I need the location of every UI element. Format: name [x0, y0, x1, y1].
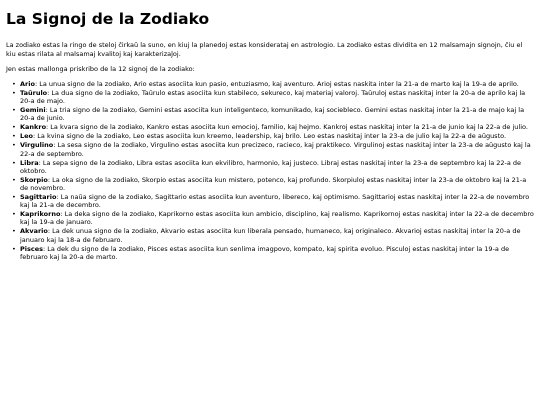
sign-name: Sagittario	[20, 193, 57, 202]
bullet-icon: •	[12, 123, 16, 132]
sign-name: Libra	[20, 158, 39, 167]
sign-description: : La sesa signo de la zodiako, Virgulino estas asociita kun precizeco, racieco, kaj praktikeco. Virgulinoj estas naskitaj inter la 23-a de aŭgusto kaj la 22-a de septembro.	[20, 141, 531, 158]
bullet-icon: •	[12, 132, 16, 141]
list-item	[12, 227, 534, 244]
sign-description: : La unua signo de la zodiako, Ario estas asociita kun pasio, entuziasmo, kaj aventuro. Arioj estas naskita inter la 21-a de marto kaj la 19-a de aprilo.	[34, 80, 519, 88]
list-item	[12, 80, 534, 88]
page-title: La Signoj de la Zodiako	[6, 10, 210, 28]
sign-name: Taŭrulo	[20, 89, 48, 97]
sign-name: Gemini	[20, 106, 46, 115]
sign-description: : La dek du signo de la zodiako, Pisces estas asociita kun senlima imagpovo, kompato, kaj spirita evoluo. Pisculoj estas naskitaj inter la 19-a de februaro kaj la 20-a de marto.	[20, 244, 510, 261]
sign-description: : La kvina signo de la zodiako, Leo estas asociita kun kreemo, leadership, kaj brilo. Leo estas naskitaj inter la 23-a de julio kaj la 22-a de aŭgusto.	[33, 132, 507, 141]
bullet-icon: •	[12, 89, 16, 97]
bullet-icon: •	[12, 193, 16, 202]
list-item	[12, 210, 534, 227]
sign-description: : La dek unua signo de la zodiako, Akvario estas asociita kun liberala pensado, humaneco, kaj originaleco. Akvarioj estas naskitaj inter la 20-a de januaro kaj la 18-a de februaro.	[20, 227, 521, 244]
list-lead-text: Jen estas mallonga priskribo de la 12 signoj de la zodiako:	[6, 65, 195, 73]
list-item	[12, 132, 534, 141]
list-item	[12, 244, 534, 261]
list-item	[12, 123, 534, 132]
bullet-icon: •	[12, 244, 16, 253]
sign-name: Ario	[20, 80, 35, 88]
intro-paragraph: La zodiako estas la ringo de steloj ĉirkaŭ la suno, en kiuj la planedoj estas konsiderataj en astrologio. La zodiako estas dividita en 12 malsamajn signojn, ĉiu el kiu estas rilata al malsamaj kvalitoj kaj karakterizaĵoj.	[6, 41, 523, 58]
sign-name: Akvario	[20, 227, 48, 236]
sign-name: Kaprikorno	[20, 210, 61, 219]
list-item	[12, 193, 534, 210]
sign-name: Virgulino	[20, 141, 54, 150]
list-item	[12, 89, 534, 106]
zodiac-sign-list	[6, 80, 534, 261]
sign-description: : La dua signo de la zodiako, Taŭrulo estas asociita kun stabileco, sekureco, kaj materiaj valoroj. Taŭruloj estas naskitaj inter la 20-a de aprilo kaj la 20-a de majo.	[20, 89, 526, 106]
sign-description: : La sepa signo de la zodiako, Libra estas asociita kun ekvilibro, harmonio, kaj justeco. Libraj estas naskitaj inter la 23-a de septembro kaj la 22-a de oktobro.	[20, 158, 522, 175]
sign-description: : La tria signo de la zodiako, Gemini estas asociita kun inteligenteco, komunikado, kaj sociebleco. Gemini estas naskitaj inter la 21-a de majo kaj la 20-a de junio.	[20, 106, 525, 123]
sign-description: : La kvara signo de la zodiako, Kankro estas asociita kun emocioj, familio, kaj hejmo. Kankroj estas naskitaj inter la 21-a de junio kaj la 22-a de julio.	[46, 123, 528, 132]
list-item	[12, 158, 534, 175]
sign-description: : La deka signo de la zodiako, Kaprikorno estas asociita kun ambicio, disciplino, kaj realismo. Kaprikornoj estas naskitaj inter la 22-a de decembro kaj la 19-a de januaro.	[20, 210, 534, 227]
bullet-icon: •	[12, 210, 16, 219]
bullet-icon: •	[12, 80, 16, 88]
list-item	[12, 175, 534, 193]
list-item	[12, 141, 534, 158]
sign-name: Skorpio	[20, 175, 48, 184]
sign-name: Pisces	[20, 244, 43, 253]
list-item	[12, 106, 534, 123]
sign-description: : La naŭa signo de la zodiako, Sagittario estas asociita kun aventuro, libereco, kaj optimismo. Sagittarioj estas naskitaj inter la 22-a de novembro kaj la 21-a de decembro.	[20, 193, 530, 210]
sign-name: Leo	[20, 132, 34, 141]
bullet-icon: •	[12, 106, 16, 115]
bullet-icon: •	[12, 175, 16, 184]
sign-name: Kankro	[20, 123, 47, 132]
bullet-icon: •	[12, 141, 16, 150]
bullet-icon: •	[12, 158, 16, 167]
sign-description: : La oka signo de la zodiako, Skorpio estas asociita kun mistero, potenco, kaj profundo. Skorpiuloj estas naskitaj inter la 23-a de oktobro kaj la 21-a de novembro.	[20, 175, 527, 193]
bullet-icon: •	[12, 227, 16, 236]
